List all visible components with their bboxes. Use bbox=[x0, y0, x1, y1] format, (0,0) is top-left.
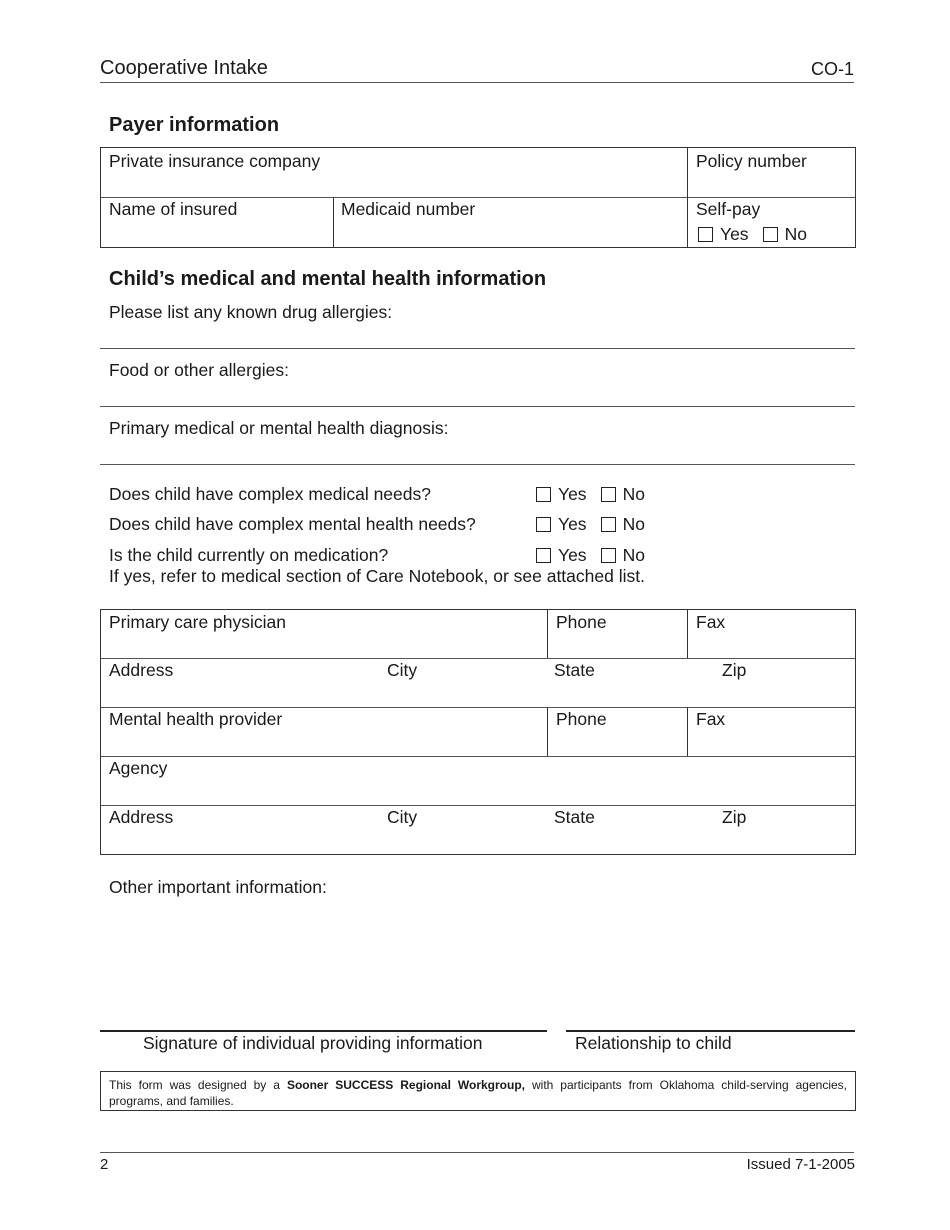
pcp-city-field[interactable]: City bbox=[387, 660, 418, 680]
complex-mental-options bbox=[536, 514, 645, 535]
complex-medical-yes-checkbox[interactable] bbox=[536, 487, 551, 502]
name-of-insured-field[interactable]: Name of insured bbox=[109, 199, 238, 219]
medicaid-number-field[interactable]: Medicaid number bbox=[341, 199, 476, 219]
col-divider bbox=[687, 707, 688, 756]
medication-note: If yes, refer to medical section of Care Notebook, or see attached list. bbox=[109, 566, 645, 586]
health-section-title: Child’s medical and mental health information bbox=[109, 268, 547, 290]
no-label: No bbox=[622, 484, 645, 504]
drug-allergies-label: Please list any known drug allergies: bbox=[109, 302, 393, 322]
row-divider bbox=[101, 805, 855, 806]
other-info-area[interactable] bbox=[100, 905, 855, 1020]
self-pay-yes-checkbox[interactable] bbox=[698, 227, 713, 242]
payer-table bbox=[100, 147, 856, 248]
payer-col-divider-2 bbox=[333, 197, 334, 247]
policy-number-field[interactable]: Policy number bbox=[696, 151, 807, 171]
relationship-label: Relationship to child bbox=[575, 1033, 732, 1053]
self-pay-options bbox=[698, 224, 807, 245]
yes-label: Yes bbox=[558, 484, 587, 504]
complex-mental-question: Does child have complex mental health needs? bbox=[109, 514, 476, 534]
pcp-zip-field[interactable]: Zip bbox=[722, 660, 747, 680]
payer-row-divider bbox=[101, 197, 855, 198]
credit-prefix: This form was designed by a bbox=[109, 1078, 280, 1092]
self-pay-yes-label: Yes bbox=[720, 224, 749, 244]
mhp-state-field[interactable]: State bbox=[554, 807, 595, 827]
complex-medical-options bbox=[536, 484, 645, 505]
medication-no-checkbox[interactable] bbox=[601, 548, 616, 563]
agency-field[interactable]: Agency bbox=[109, 758, 168, 778]
complex-mental-yes-checkbox[interactable] bbox=[536, 517, 551, 532]
mhp-phone-field[interactable]: Phone bbox=[556, 709, 607, 729]
mhp-fax-field[interactable]: Fax bbox=[696, 709, 726, 729]
other-info-label: Other important information: bbox=[109, 877, 327, 897]
row-divider bbox=[101, 658, 855, 659]
signature-line[interactable] bbox=[100, 1030, 547, 1032]
food-allergies-label: Food or other allergies: bbox=[109, 360, 289, 380]
diagnosis-line[interactable] bbox=[100, 464, 855, 465]
col-divider bbox=[547, 610, 548, 658]
mhp-zip-field[interactable]: Zip bbox=[722, 807, 747, 827]
mhp-address-field[interactable]: Address bbox=[109, 807, 174, 827]
payer-col-divider bbox=[687, 148, 688, 247]
drug-allergies-line[interactable] bbox=[100, 348, 855, 349]
medication-yes-checkbox[interactable] bbox=[536, 548, 551, 563]
relationship-line[interactable] bbox=[566, 1030, 855, 1032]
form-code: CO-1 bbox=[810, 59, 854, 79]
diagnosis-label: Primary medical or mental health diagnosis: bbox=[109, 418, 449, 438]
complex-medical-question: Does child have complex medical needs? bbox=[109, 484, 431, 504]
credit-org: Sooner SUCCESS Regional Workgroup, bbox=[286, 1078, 525, 1092]
no-label: No bbox=[622, 514, 645, 534]
self-pay-no-checkbox[interactable] bbox=[763, 227, 778, 242]
providers-table bbox=[100, 609, 856, 855]
issued-date: Issued 7-1-2005 bbox=[746, 1156, 855, 1173]
pcp-state-field[interactable]: State bbox=[554, 660, 595, 680]
pcp-phone-field[interactable]: Phone bbox=[556, 612, 607, 632]
pcp-fax-field[interactable]: Fax bbox=[696, 612, 726, 632]
no-label: No bbox=[622, 545, 645, 565]
form-title: Cooperative Intake bbox=[100, 57, 268, 79]
row-divider bbox=[101, 707, 855, 708]
payer-section-title: Payer information bbox=[109, 114, 280, 136]
signature-label: Signature of individual providing information bbox=[143, 1033, 483, 1053]
credit-suffix: with participants from Oklahoma child-serving agencies, programs, and families. bbox=[109, 1078, 847, 1108]
mhp-field[interactable]: Mental health provider bbox=[109, 709, 283, 729]
col-divider bbox=[687, 610, 688, 658]
yes-label: Yes bbox=[558, 545, 587, 565]
header-rule bbox=[100, 82, 854, 83]
footer-rule bbox=[100, 1152, 854, 1153]
mhp-city-field[interactable]: City bbox=[387, 807, 418, 827]
pcp-address-field[interactable]: Address bbox=[109, 660, 174, 680]
food-allergies-line[interactable] bbox=[100, 406, 855, 407]
medication-question: Is the child currently on medication? bbox=[109, 545, 389, 565]
self-pay-label: Self-pay bbox=[696, 199, 761, 219]
col-divider bbox=[547, 707, 548, 756]
self-pay-no-label: No bbox=[784, 224, 807, 244]
complex-medical-no-checkbox[interactable] bbox=[601, 487, 616, 502]
medication-options bbox=[536, 545, 645, 566]
yes-label: Yes bbox=[558, 514, 587, 534]
page-number: 2 bbox=[100, 1156, 109, 1173]
row-divider bbox=[101, 756, 855, 757]
credit-box bbox=[100, 1071, 856, 1111]
complex-mental-no-checkbox[interactable] bbox=[601, 517, 616, 532]
private-insurance-field[interactable]: Private insurance company bbox=[109, 151, 321, 171]
pcp-field[interactable]: Primary care physician bbox=[109, 612, 286, 632]
